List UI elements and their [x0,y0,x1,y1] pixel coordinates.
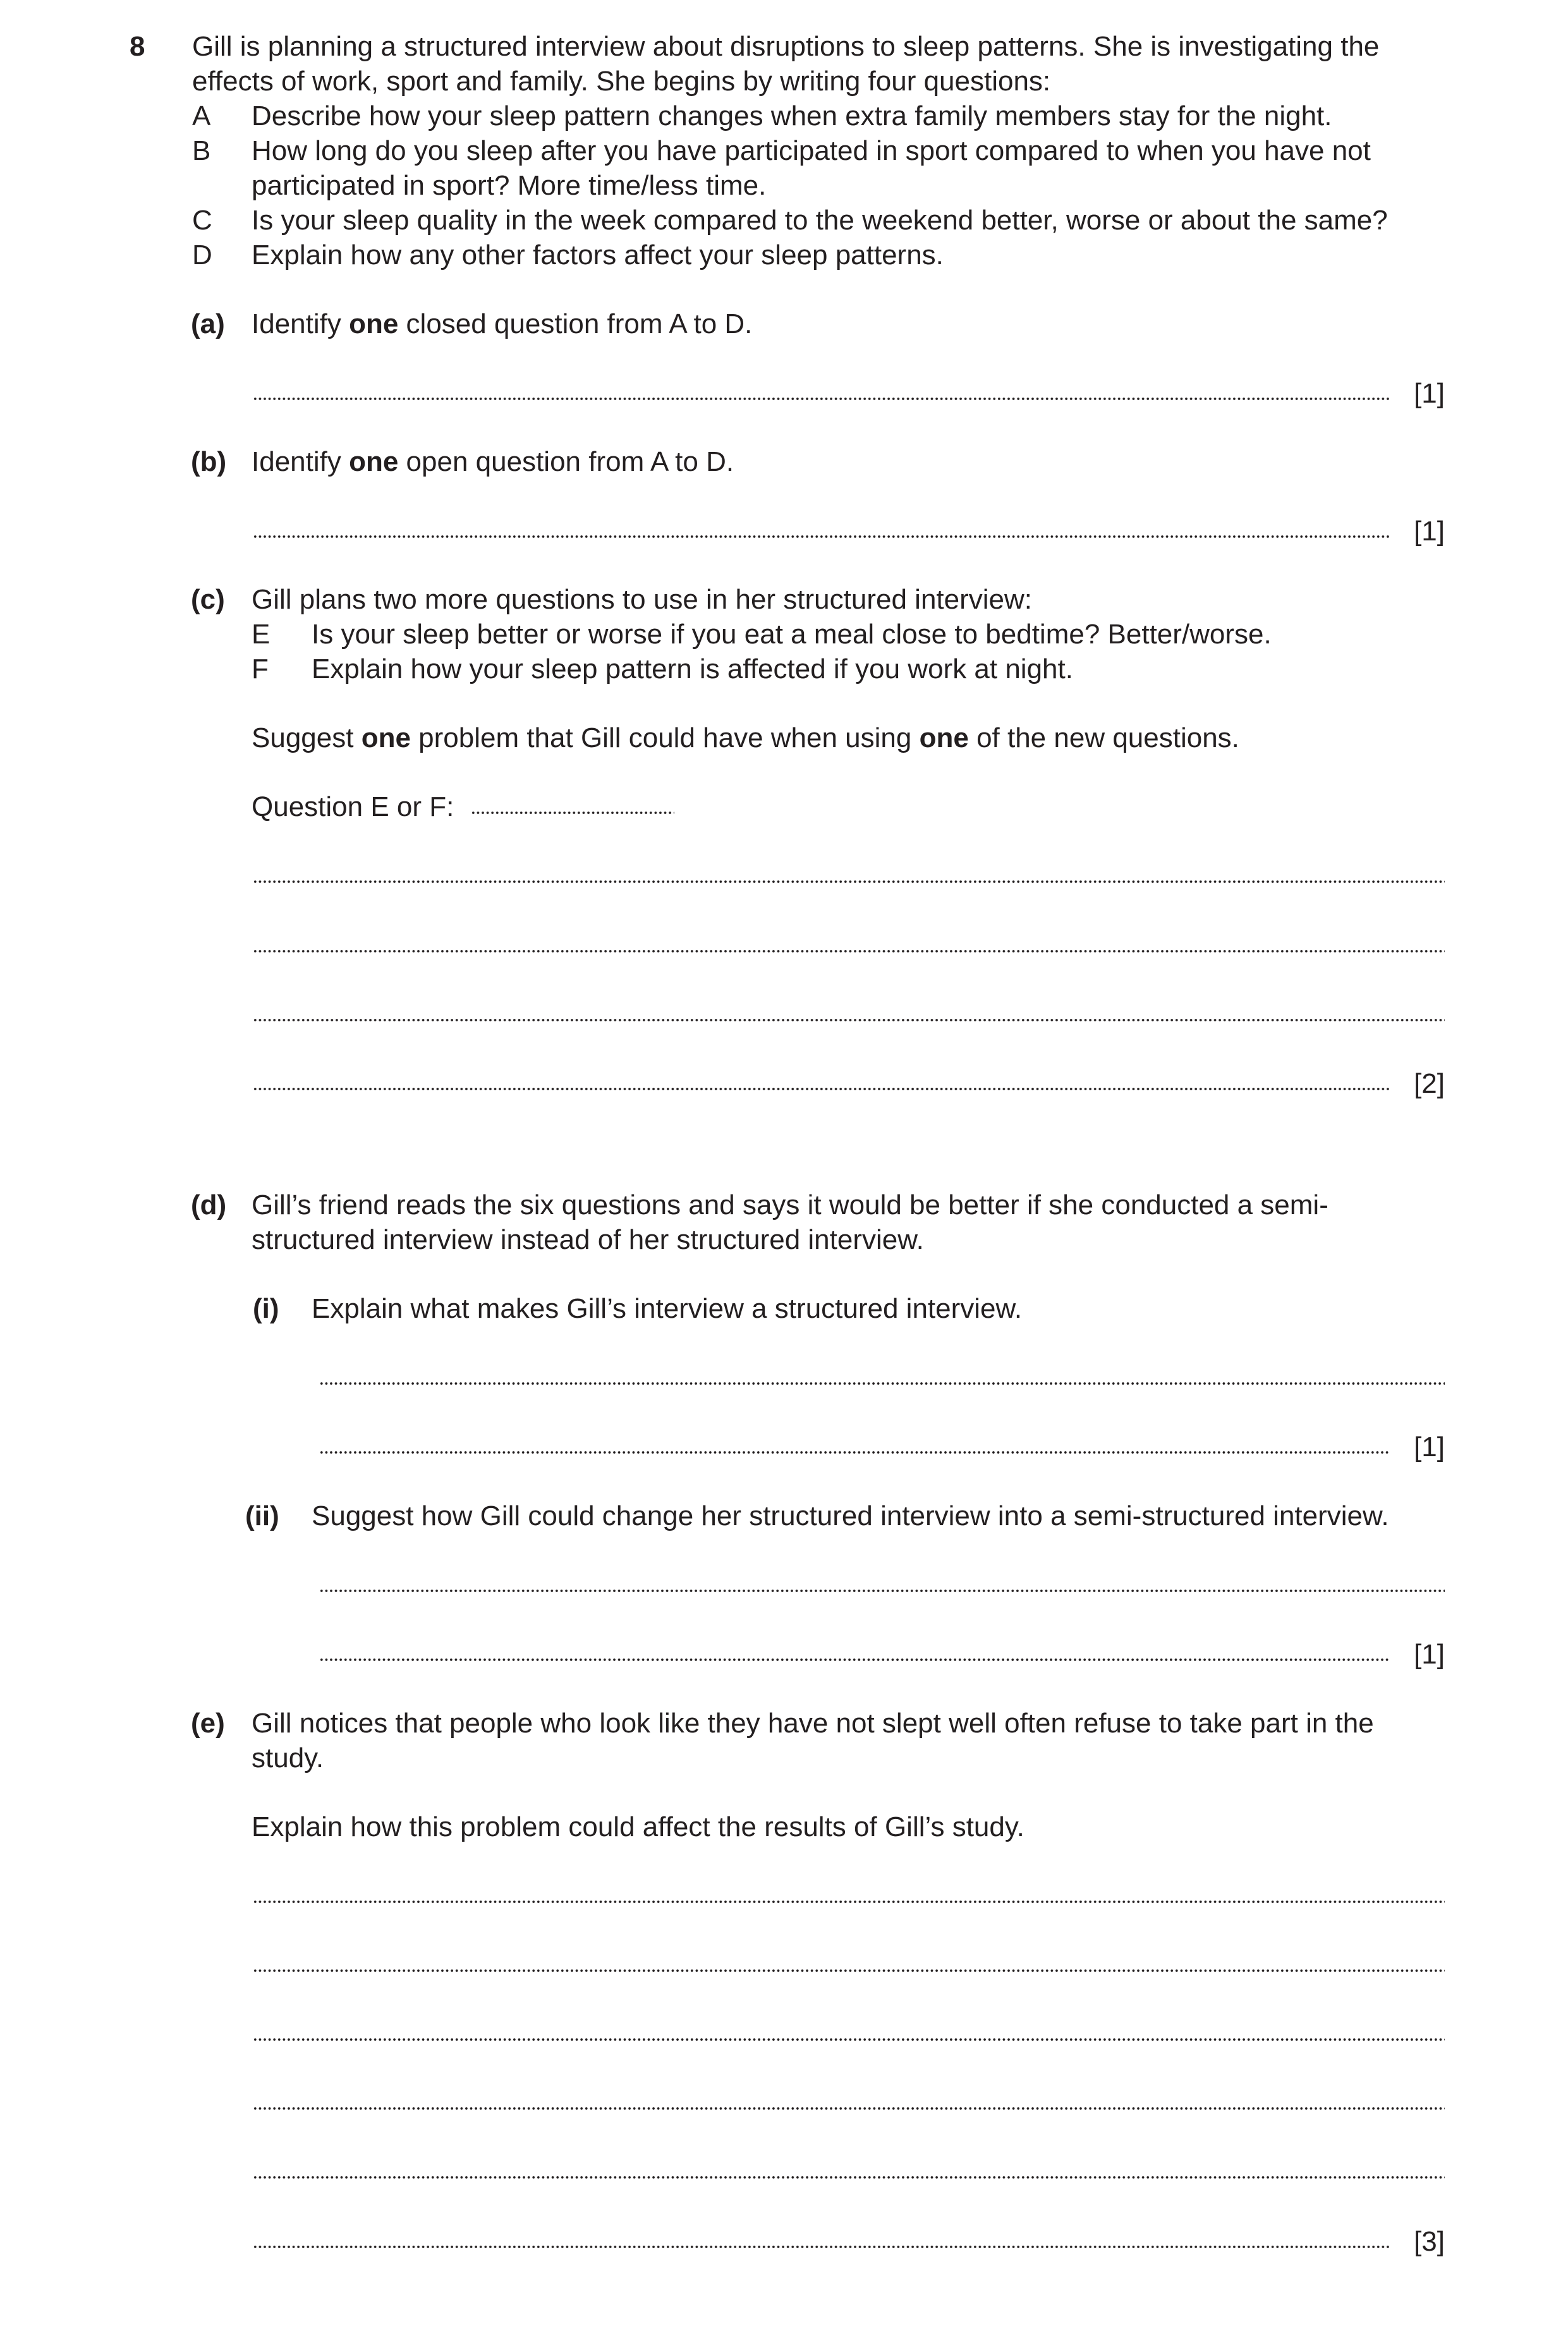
part-b-label: (b) [191,446,227,477]
question-number: 8 [130,31,145,62]
item-letter: E [252,619,270,650]
item-letter: C [192,205,212,236]
part-e-label: (e) [191,1708,225,1739]
part-a-mark: [1] [1414,378,1445,409]
part-d-i-label: (i) [253,1293,279,1324]
part-a-label: (a) [191,308,225,339]
question-choice-label: Question E or F: [252,791,454,822]
answer-line-part-c[interactable] [253,949,1445,953]
answer-line-part-b[interactable] [253,535,1390,538]
question-intro-line1: Gill is planning a structured interview about disruptions to sleep patterns. She is investigating the [192,31,1380,62]
item-text: How long do you sleep after you have participated in sport compared to when you have not [252,135,1371,166]
answer-line-part-d-ii[interactable] [319,1589,1445,1593]
item-letter: A [192,100,211,131]
part-c-mark: [2] [1414,1068,1445,1099]
answer-line-part-d-i[interactable] [319,1382,1445,1385]
question-choice-field[interactable] [471,811,674,815]
answer-line-part-e[interactable] [253,1969,1445,1973]
answer-line-part-c[interactable] [253,1087,1390,1091]
answer-line-part-e[interactable] [253,2245,1390,2249]
answer-line-part-e[interactable] [253,2107,1445,2110]
part-d-ii-mark: [1] [1414,1639,1445,1670]
answer-line-part-c[interactable] [253,1018,1445,1022]
part-d-ii-question: Suggest how Gill could change her structured interview into a semi-structured interview. [312,1500,1389,1531]
part-e-text-line1: Gill notices that people who look like they have not slept well often refuse to take part in the [252,1708,1374,1739]
item-text: Explain how your sleep pattern is affected if you work at night. [312,654,1073,684]
question-intro-line2: effects of work, sport and family. She begins by writing four questions: [192,66,1051,97]
part-c-label: (c) [191,584,225,615]
item-letter: B [192,135,211,166]
item-text: Is your sleep quality in the week compared to the weekend better, worse or about the same? [252,205,1388,236]
part-b-question: Identify one open question from A to D. [252,446,734,477]
part-c-prompt: Suggest one problem that Gill could have when using one of the new questions. [252,722,1239,753]
item-text-continued: participated in sport? More time/less time. [252,170,767,201]
part-e-prompt: Explain how this problem could affect the results of Gill’s study. [252,1811,1024,1842]
part-b-mark: [1] [1414,516,1445,547]
item-letter: F [252,654,269,684]
item-text: Explain how any other factors affect your sleep patterns. [252,240,944,271]
part-a-question: Identify one closed question from A to D. [252,308,753,339]
part-d-text-line2: structured interview instead of her structured interview. [252,1224,924,1255]
item-letter: D [192,240,212,271]
part-e-text-line2: study. [252,1743,324,1773]
part-d-text-line1: Gill’s friend reads the six questions and says it would be better if she conducted a semi- [252,1189,1328,1220]
answer-line-part-e[interactable] [253,1900,1445,1904]
item-text: Describe how your sleep pattern changes when extra family members stay for the night. [252,100,1332,131]
part-d-i-mark: [1] [1414,1432,1445,1463]
part-d-label: (d) [191,1189,227,1220]
part-d-ii-label: (ii) [245,1500,279,1531]
answer-line-part-e[interactable] [253,2175,1445,2179]
answer-line-part-d-i[interactable] [319,1451,1390,1454]
part-c-intro: Gill plans two more questions to use in her structured interview: [252,584,1033,615]
answer-line-part-a[interactable] [253,397,1390,401]
answer-line-part-e[interactable] [253,2038,1445,2041]
answer-line-part-c[interactable] [253,880,1445,884]
part-d-i-question: Explain what makes Gill’s interview a structured interview. [312,1293,1023,1324]
item-text: Is your sleep better or worse if you eat a meal close to bedtime? Better/worse. [312,619,1272,650]
answer-line-part-d-ii[interactable] [319,1658,1390,1662]
part-e-mark: [3] [1414,2226,1445,2257]
